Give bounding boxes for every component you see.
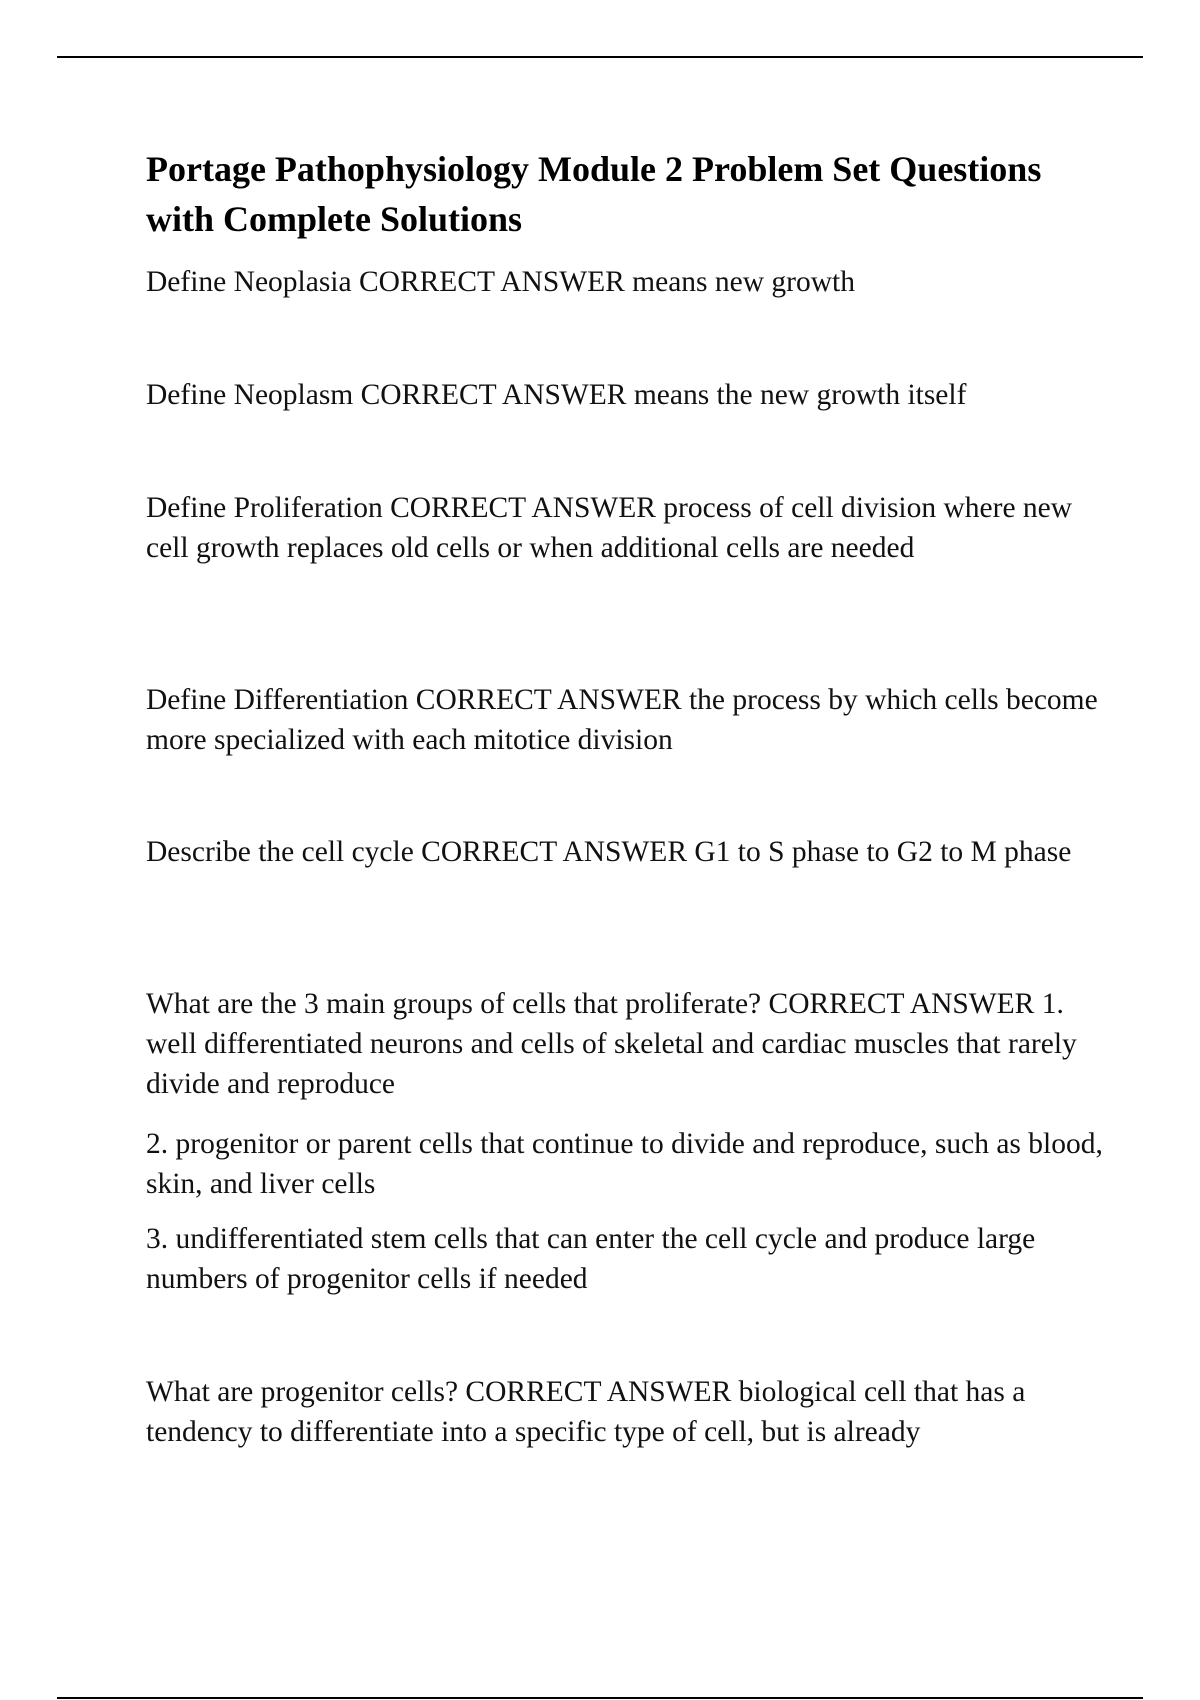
qa-proliferating-group-3: 3. undifferentiated stem cells that can enter the cell cycle and produce large numbers of progenitor cells if needed [146,1223,1036,1295]
qa-proliferating-group-2: 2. progenitor or parent cells that continue to divide and reproduce, such as blood, skin, and liver cells [146,1128,1103,1200]
qa-differentiation: Define Differentiation CORRECT ANSWER the process by which cells become more specialized with each mitotice division [146,684,1098,756]
document-title: Portage Pathophysiology Module 2 Problem Set Questions with Complete Solutions [146,149,1042,239]
qa-progenitor-cells: What are progenitor cells? CORRECT ANSWER biological cell that has a tendency to differentiate into a specific type of cell, but is already [146,1376,1026,1448]
header-rule [57,56,1143,58]
qa-neoplasm: Define Neoplasm CORRECT ANSWER means the new growth itself [146,379,967,411]
qa-cell-cycle: Describe the cell cycle CORRECT ANSWER G1 to S phase to G2 to M phase [146,836,1072,868]
qa-proliferation: Define Proliferation CORRECT ANSWER process of cell division where new cell growth replaces old cells or when additional cells are needed [146,492,1073,564]
footer-rule [57,1697,1143,1699]
qa-neoplasia: Define Neoplasia CORRECT ANSWER means new growth [146,266,855,298]
qa-proliferating-groups: What are the 3 main groups of cells that proliferate? CORRECT ANSWER 1. well differentiated neurons and cells of skeletal and cardiac muscles that rarely divide and reproduce [146,988,1077,1100]
